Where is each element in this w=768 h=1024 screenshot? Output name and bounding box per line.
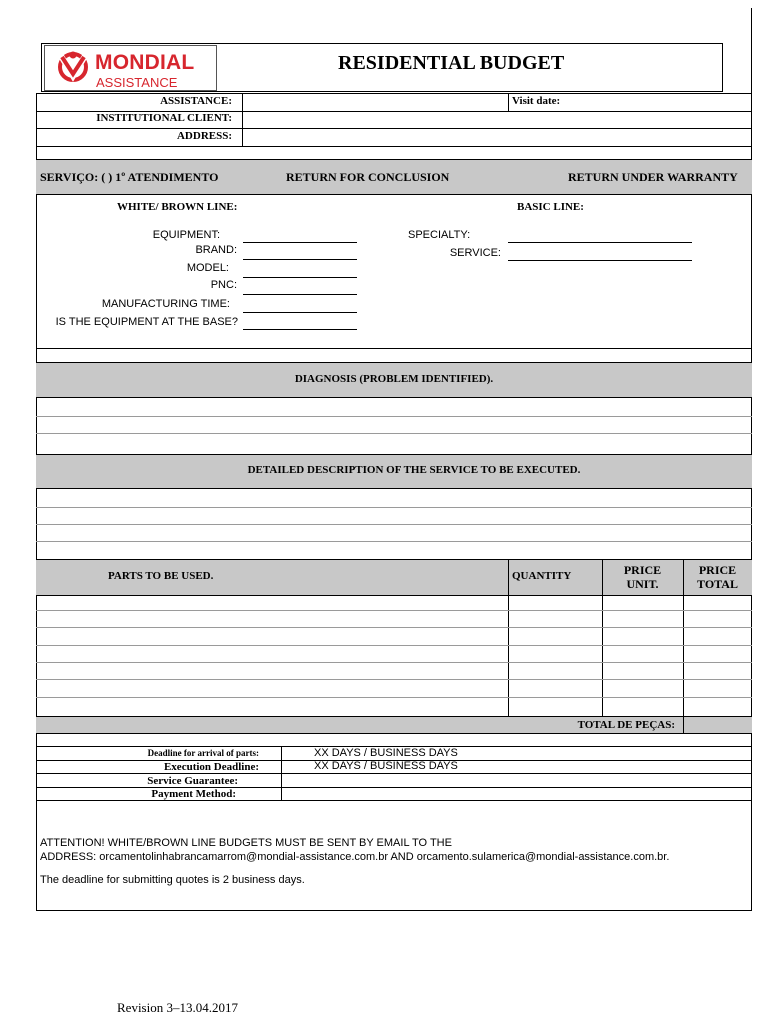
- white-brown-line-title: WHITE/ BROWN LINE:: [117, 201, 238, 213]
- service-guarantee-field[interactable]: [282, 774, 750, 786]
- equipment-label: EQUIPMENT:: [152, 229, 220, 241]
- visit-date-label: Visit date:: [512, 95, 561, 107]
- notice-line-3: The deadline for submitting quotes is 2 business days.: [40, 874, 305, 886]
- price-unit-header-2: UNIT.: [626, 577, 659, 591]
- total-parts-label: TOTAL DE PEÇAS:: [577, 719, 675, 731]
- service-type-label: SERVICE:: [449, 247, 501, 259]
- price-total-header-1: PRICE: [698, 563, 737, 577]
- revision-note: Revision 3–13.04.2017: [117, 1000, 238, 1015]
- institutional-client-field[interactable]: [243, 112, 750, 127]
- execution-deadline-label: Execution Deadline:: [163, 761, 259, 773]
- service-first-visit-option[interactable]: SERVIÇO: ( ) 1º ATENDIMENTO: [40, 170, 219, 184]
- page-title: RESIDENTIAL BUDGET: [338, 52, 565, 74]
- equipment-field[interactable]: [243, 242, 357, 243]
- price-total-header-2: TOTAL: [697, 577, 738, 591]
- diagnosis-title: DIAGNOSIS (PROBLEM IDENTIFIED).: [294, 373, 494, 385]
- service-return-warranty-option[interactable]: RETURN UNDER WARRANTY: [568, 170, 738, 184]
- parts-arrival-deadline-label: Deadline for arrival of parts:: [147, 748, 259, 758]
- equipment-at-base-label: IS THE EQUIPMENT AT THE BASE?: [55, 316, 238, 328]
- institutional-client-label: INSTITUTIONAL CLIENT:: [96, 112, 232, 124]
- diagnosis-text-area[interactable]: [37, 399, 751, 454]
- parts-rows[interactable]: [37, 597, 751, 715]
- pnc-label: PNC:: [210, 279, 237, 291]
- basic-line-title: BASIC LINE:: [517, 201, 584, 213]
- parts-column-header: PARTS TO BE USED.: [108, 570, 214, 582]
- parts-arrival-deadline-value[interactable]: XX DAYS / BUSINESS DAYS: [314, 747, 458, 759]
- notice-line-2: ADDRESS: orcamentolinhabrancamarrom@mondial-assistance.com.br AND orcamento.sulamerica@mondial-assistance.com.br.: [40, 851, 670, 863]
- payment-method-field[interactable]: [282, 788, 750, 800]
- service-type-field[interactable]: [508, 260, 692, 261]
- visit-date-field[interactable]: [575, 94, 750, 110]
- description-title: DETAILED DESCRIPTION OF THE SERVICE TO BE EXECUTED.: [247, 464, 581, 476]
- specialty-field[interactable]: [508, 242, 692, 243]
- execution-deadline-value[interactable]: XX DAYS / BUSINESS DAYS: [314, 760, 458, 772]
- logo-subtitle: ASSISTANCE: [96, 75, 178, 90]
- manufacturing-time-label: MANUFACTURING TIME:: [101, 298, 230, 310]
- description-text-area[interactable]: [37, 490, 751, 559]
- mondial-logo-icon: [53, 46, 93, 86]
- pnc-field[interactable]: [243, 294, 357, 295]
- brand-label: BRAND:: [195, 244, 237, 256]
- notice-line-1: ATTENTION! WHITE/BROWN LINE BUDGETS MUST BE SENT BY EMAIL TO THE: [40, 837, 452, 849]
- equipment-at-base-field[interactable]: [243, 329, 357, 330]
- specialty-label: SPECIALTY:: [408, 229, 471, 241]
- address-label: ADDRESS:: [176, 130, 232, 142]
- manufacturing-time-field[interactable]: [243, 312, 357, 313]
- brand-field[interactable]: [243, 259, 357, 260]
- price-unit-header-1: PRICE: [623, 563, 662, 577]
- payment-method-label: Payment Method:: [151, 788, 236, 800]
- assistance-label: ASSISTANCE:: [160, 95, 232, 107]
- address-field[interactable]: [243, 129, 750, 145]
- model-field[interactable]: [243, 277, 357, 278]
- total-parts-field[interactable]: [684, 717, 751, 733]
- quantity-column-header: QUANTITY: [512, 570, 572, 582]
- logo-name: MONDIAL: [95, 51, 195, 74]
- model-label: MODEL:: [186, 262, 229, 274]
- assistance-field[interactable]: [243, 94, 507, 110]
- service-guarantee-label: Service Guarantee:: [147, 775, 238, 787]
- service-return-conclusion-option[interactable]: RETURN FOR CONCLUSION: [286, 170, 450, 184]
